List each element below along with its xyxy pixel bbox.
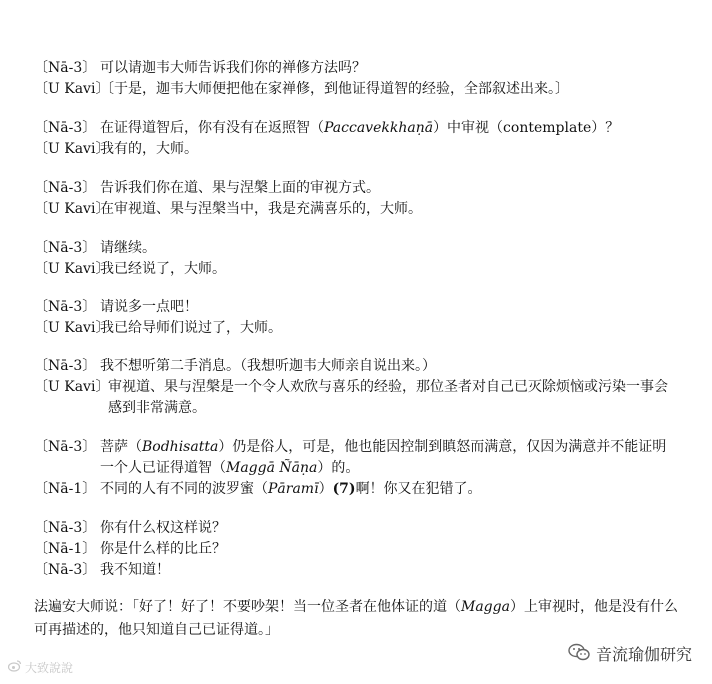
pali-term: Bodhisatta: [142, 439, 219, 455]
dialogue-text: 我已经说了，大师。: [100, 261, 226, 277]
dialogue-text: 请继续。: [100, 240, 156, 256]
dialogue-group-1: [34, 58, 684, 100]
footnote-ref: (7): [332, 481, 356, 497]
dialogue-text: 我有的，大师。: [100, 141, 198, 157]
speaker-label: 〔Nā-3〕: [34, 562, 97, 578]
speaker-label: 〔Nā-3〕: [34, 60, 97, 76]
dialogue-line: [34, 356, 684, 377]
speaker-label: 〔U Kavi〕: [34, 320, 110, 336]
speaker-label: 〔U Kavi〕: [34, 201, 110, 217]
dialogue-text: 〔于是，迦韦大师便把他在家禅修，到他证得道智的经验，全部叙述出来。〕: [100, 81, 569, 97]
dialogue-line: [34, 238, 684, 259]
dialogue-line: [34, 139, 684, 160]
dialogue-line: [34, 178, 684, 199]
dialogue-text: 菩萨（Bodhisatta）仍是俗人，可是，他也能因控制到瞋怒而满意，仅因为满意并不能证明一个人已证得道智（Maggā Ñāṇa）的。: [100, 439, 667, 476]
speaker-label: 〔U Kavi〕: [34, 81, 110, 97]
dialogue-group-6: [34, 356, 684, 419]
closing-paragraph: 法遍安大师说：「好了！好了！不要吵架！当一位圣者在他体证的道（Magga）上审视时，他是没有什么可再描述的，他只知道自己已证得道。」: [34, 599, 678, 638]
speaker-label: 〔Nā-1〕: [34, 541, 97, 557]
dialogue-line: [34, 377, 684, 419]
pali-term: Paccavekkhaṇā: [324, 120, 434, 136]
dialogue-text: 我不知道！: [100, 562, 170, 578]
dialogue-line: [34, 560, 684, 581]
dialogue-text: 可以请迦韦大师告诉我们你的禅修方法吗？: [100, 60, 366, 76]
dialogue-text: 不同的人有不同的波罗蜜（Pāramī）(7)啊！你又在犯错了。: [100, 481, 482, 497]
watermark-left-text: 大致說說: [25, 661, 74, 675]
dialogue-group-8: [34, 518, 684, 581]
speaker-label: 〔Nā-3〕: [34, 358, 97, 374]
dialogue-text: 我不想听第二手消息。（我想听迦韦大师亲自说出来。）: [100, 358, 436, 374]
dialogue-line: [34, 118, 684, 139]
dialogue-text: 你是什么样的比丘？: [100, 541, 226, 557]
dialogue-line: [34, 318, 684, 339]
dialogue-group-2: [34, 118, 684, 160]
dialogue-line: [34, 437, 684, 479]
speaker-label: 〔Nā-3〕: [34, 180, 97, 196]
weibo-icon: [8, 660, 22, 675]
speaker-label: 〔U Kavi〕: [34, 261, 110, 277]
speaker-label: 〔Nā-3〕: [34, 520, 97, 536]
watermark-left: [8, 659, 73, 676]
speaker-label: 〔Nā-3〕: [34, 240, 97, 256]
dialogue-line: [34, 518, 684, 539]
speaker-label: 〔U Kavi〕: [34, 141, 110, 157]
dialogue-line: [34, 297, 684, 318]
dialogue-line: [34, 58, 684, 79]
dialogue-text: 告诉我们你在道、果与涅槃上面的审视方式。: [100, 180, 380, 196]
dialogue-line: [34, 539, 684, 560]
speaker-label: 〔Nā-1〕: [34, 481, 97, 497]
dialogue-group-4: [34, 238, 684, 280]
dialogue-text: 请说多一点吧！: [100, 299, 198, 315]
watermark-right: [568, 642, 692, 665]
pali-term: Pāramī: [268, 481, 319, 497]
dialogue-text: 在审视道、果与涅槃当中，我是充满喜乐的，大师。: [100, 201, 422, 217]
speaker-label: 〔Nā-3〕: [34, 120, 97, 136]
speaker-label: 〔Nā-3〕: [34, 299, 97, 315]
dialogue-group-3: [34, 178, 684, 220]
watermark-right-text: 音流瑜伽研究: [595, 645, 692, 664]
dialogue-line: [34, 79, 684, 100]
speaker-label: 〔Nā-3〕: [34, 439, 97, 455]
dialogue-text: 你有什么权这样说？: [100, 520, 226, 536]
dialogue-text: 在证得道智后，你有没有在返照智（Paccavekkhaṇā）中审视（contemplate）？: [100, 120, 620, 136]
dialogue-text: 审视道、果与涅槃是一个令人欢欣与喜乐的经验，那位圣者对自己已灭除烦恼或污染一事会感到非常满意。: [108, 379, 668, 416]
wechat-icon: [568, 643, 590, 665]
dialogue-line: [34, 259, 684, 280]
dialogue-text: 我已给导师们说过了，大师。: [100, 320, 282, 336]
dialogue-group-7: [34, 437, 684, 500]
pali-term: Magga: [461, 599, 510, 615]
speaker-label: 〔U Kavi〕: [34, 379, 110, 395]
pali-term: Maggā Ñāṇa: [226, 460, 318, 476]
dialogue-line: [34, 479, 684, 500]
dialogue-group-5: [34, 297, 684, 339]
dialogue-line: [34, 199, 684, 220]
